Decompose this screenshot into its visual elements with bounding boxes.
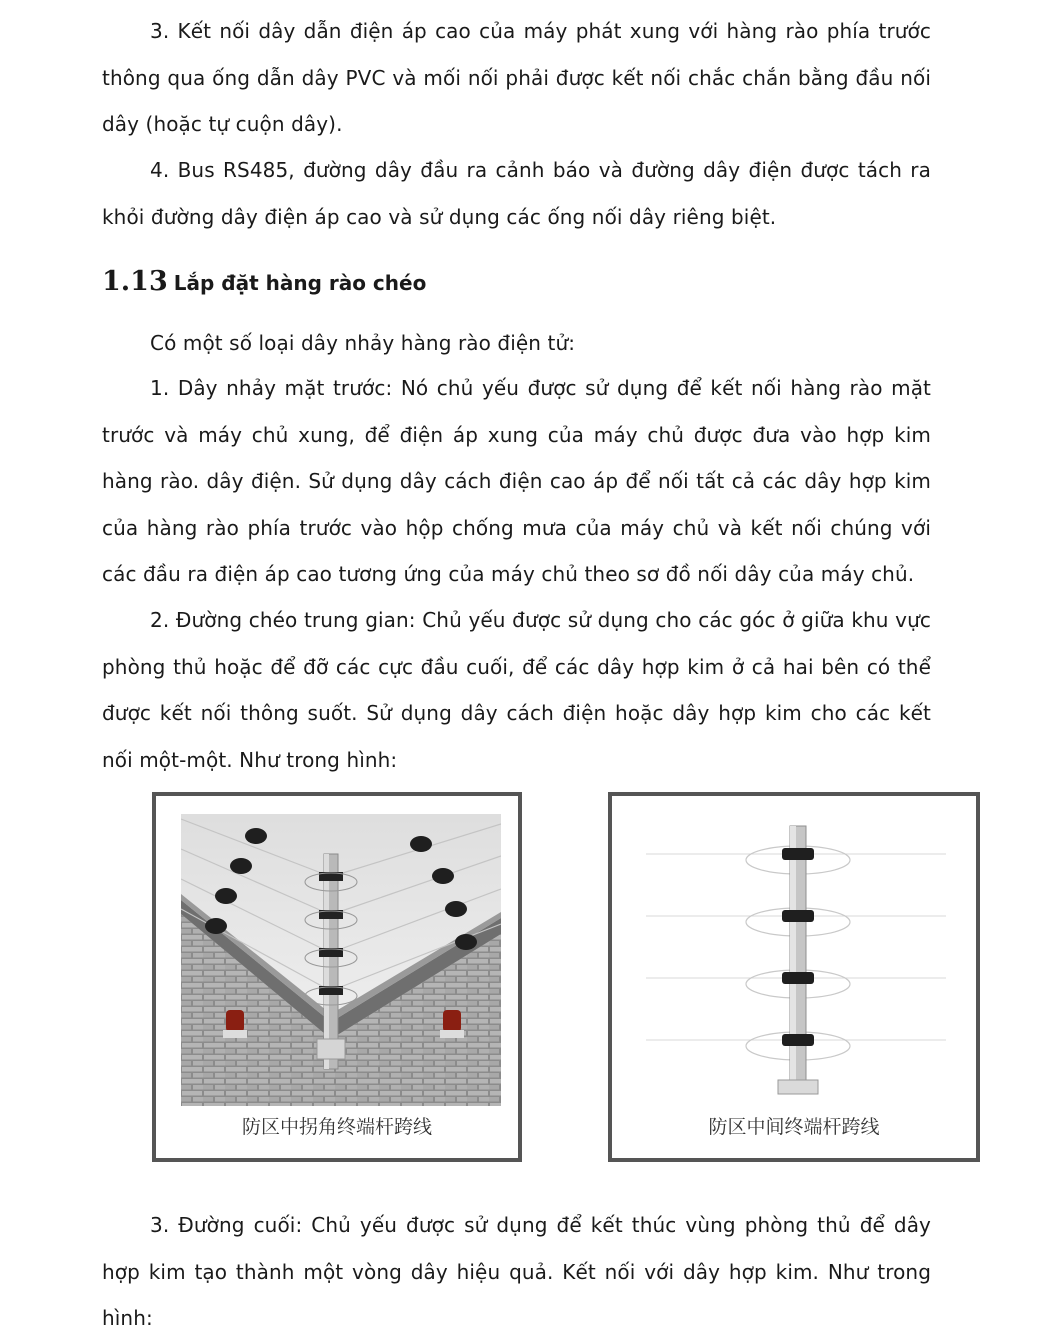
section-number: 1.13: [102, 266, 168, 297]
figure-right-caption: 防区中间终端杆跨线: [708, 1116, 880, 1138]
corner-fence-illustration: [181, 814, 501, 1106]
figure-left-caption: 防区中拐角终端杆跨线: [241, 1116, 432, 1138]
paragraph-item-2: 2. Đường chéo trung gian: Chủ yếu được sử dụng cho các góc ở giữa khu vực phòng thủ hoặc để đỡ các cực đầu cuối, để các dây hợp kim ở cả hai bên có thể được kết nối thông suốt. Sử dụng dây cách điện hoặc dây hợp kim cho các kết nối một-một. Như trong hình:: [102, 608, 931, 772]
section-title: Lắp đặt hàng rào chéo: [173, 271, 427, 295]
figure-middle-terminal-post: [608, 792, 980, 1162]
paragraph-bus: 4. Bus RS485, đường dây đầu ra cảnh báo và đường dây điện được tách ra khỏi đường dây điện áp cao và sử dụng các ống nối dây riêng biệt.: [102, 158, 931, 229]
paragraph-item-3: 3. Đường cuối: Chủ yếu được sử dụng để kết thúc vùng phòng thủ để dây hợp kim tạo thành một vòng dây hiệu quả. Kết nối với dây hợp kim. Như trong hình:: [102, 1213, 931, 1330]
paragraph-intro: Có một số loại dây nhảy hàng rào điện tử:: [150, 331, 576, 355]
paragraph-wiring: 3. Kết nối dây dẫn điện áp cao của máy phát xung với hàng rào phía trước thông qua ống dẫn dây PVC và mối nối phải được kết nối chắc chắn bằng đầu nối dây (hoặc tự cuộn dây).: [102, 19, 931, 136]
figure-corner-terminal-post: [152, 792, 522, 1162]
section-heading: [102, 266, 426, 297]
paragraph-item-1: 1. Dây nhảy mặt trước: Nó chủ yếu được sử dụng để kết nối hàng rào mặt trước và máy chủ xung, để điện áp xung của máy chủ được đưa vào hợp kim hàng rào. dây điện. Sử dụng dây cách điện cao áp để nối tất cả các dây hợp kim của hàng rào phía trước vào hộp chống mưa của máy chủ và kết nối chúng với các đầu ra điện áp cao tương ứng của máy chủ theo sơ đồ nối dây của máy chủ.: [102, 376, 931, 586]
middle-post-illustration: [626, 808, 966, 1108]
